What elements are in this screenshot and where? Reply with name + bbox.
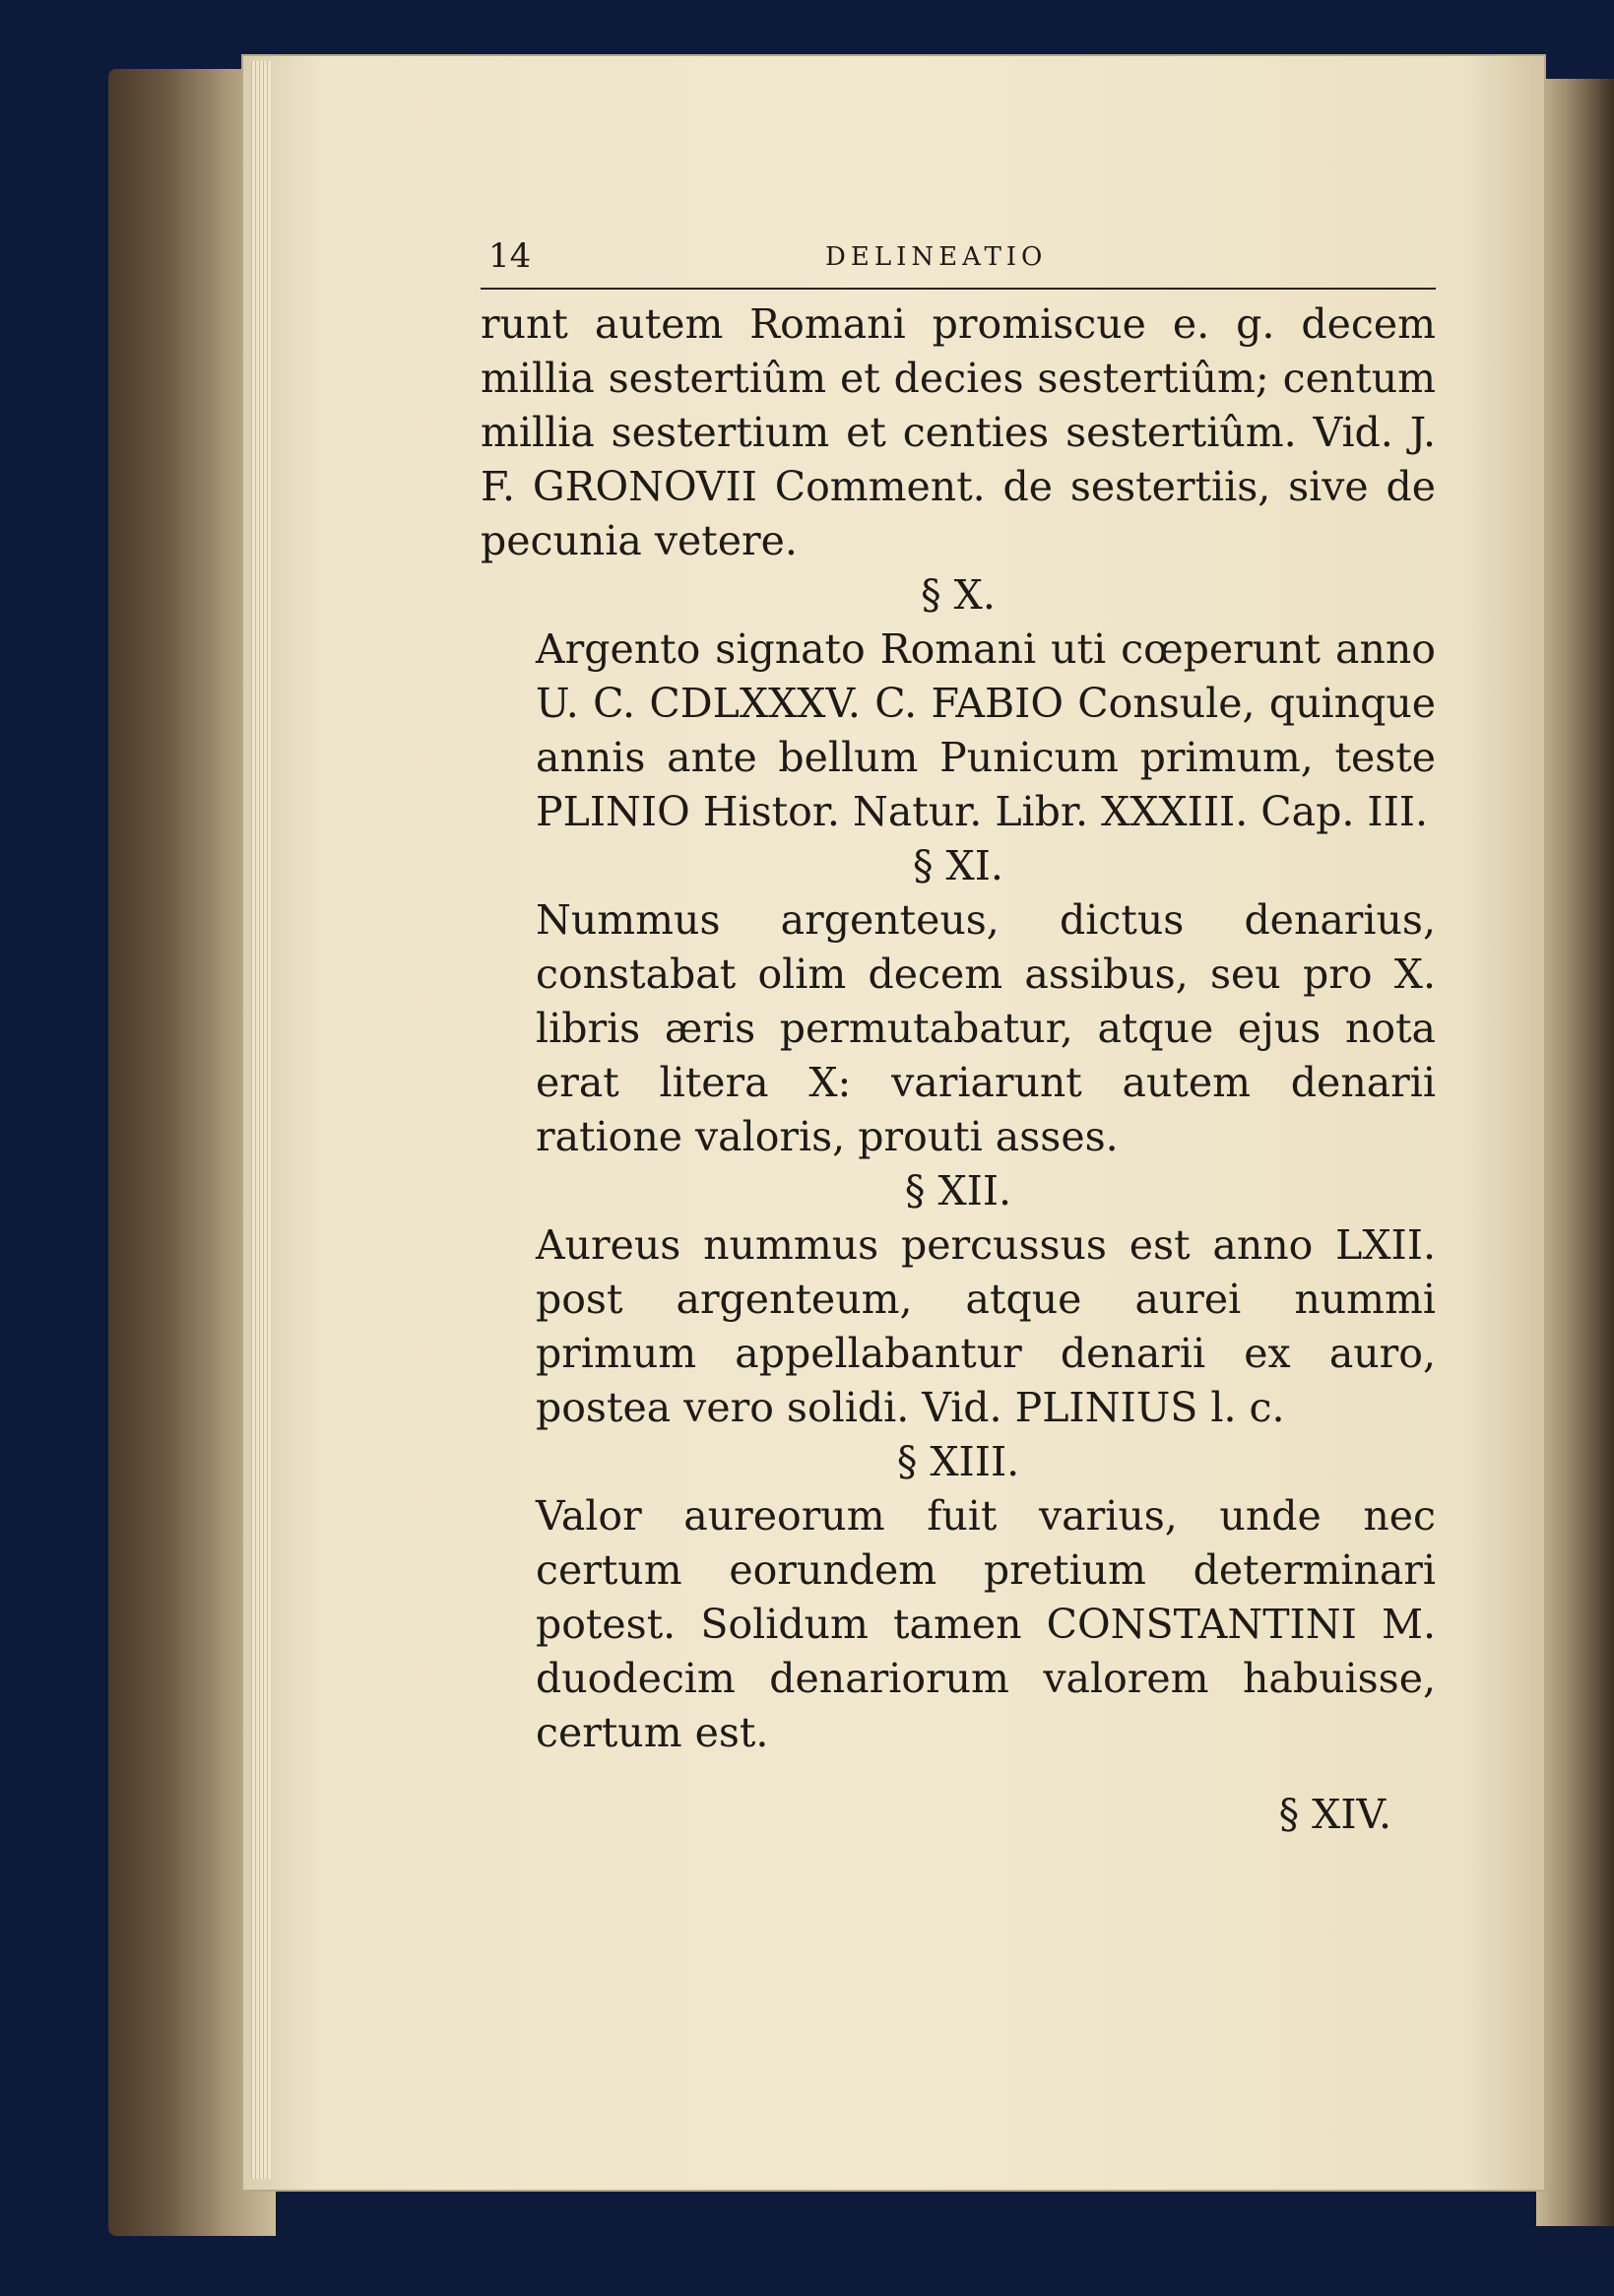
paragraph: Argento signato Romani uti cœperunt anno U. C. CDLXXXV. C. FABIO Consule, quinque annis ante bellum Punicum primum, teste PLINIO Histor. Natur. Libr. XXXIII. Cap. III. — [536, 625, 1436, 835]
page-number: 14 — [488, 236, 532, 276]
section-heading: § XIII. — [896, 1438, 1020, 1485]
paragraph: Aureus nummus percussus est anno LXII. post argenteum, atque aurei nummi primum appellabantur denarii ex auro, postea vero solidi. Vid. PLINIUS l. c. — [536, 1221, 1436, 1431]
running-title: DELINEATIO — [825, 242, 1048, 272]
section-heading: § X. — [921, 571, 996, 619]
section-heading: § XII. — [904, 1167, 1012, 1214]
running-head — [481, 236, 1436, 290]
page-stack-edge — [251, 61, 271, 2179]
book-edge-right — [1536, 79, 1614, 2226]
paragraph: runt autem Romani promiscue e. g. decem millia sestertiûm et decies sestertiûm; centum millia sestertium et centies sestertiûm. Vid. J. F. GRONOVII Comment. de sestertiis, sive de pecunia vetere. — [481, 300, 1436, 564]
paragraph: Valor aureorum fuit varius, unde nec certum eorundem pretium determinari potest. Solidum tamen CONSTANTINI M. duodecim denariorum valorem habuisse, certum est. — [536, 1492, 1436, 1756]
paragraph: Nummus argenteus, dictus denarius, constabat olim decem assibus, seu pro X. libris æris permutabatur, atque ejus nota erat litera X: variarunt autem denarii ratione valoris, prouti asses. — [536, 896, 1436, 1160]
page-content — [481, 236, 1436, 1842]
section-heading: § XI. — [913, 842, 1003, 889]
catchword: § XIV. — [1278, 1791, 1391, 1838]
